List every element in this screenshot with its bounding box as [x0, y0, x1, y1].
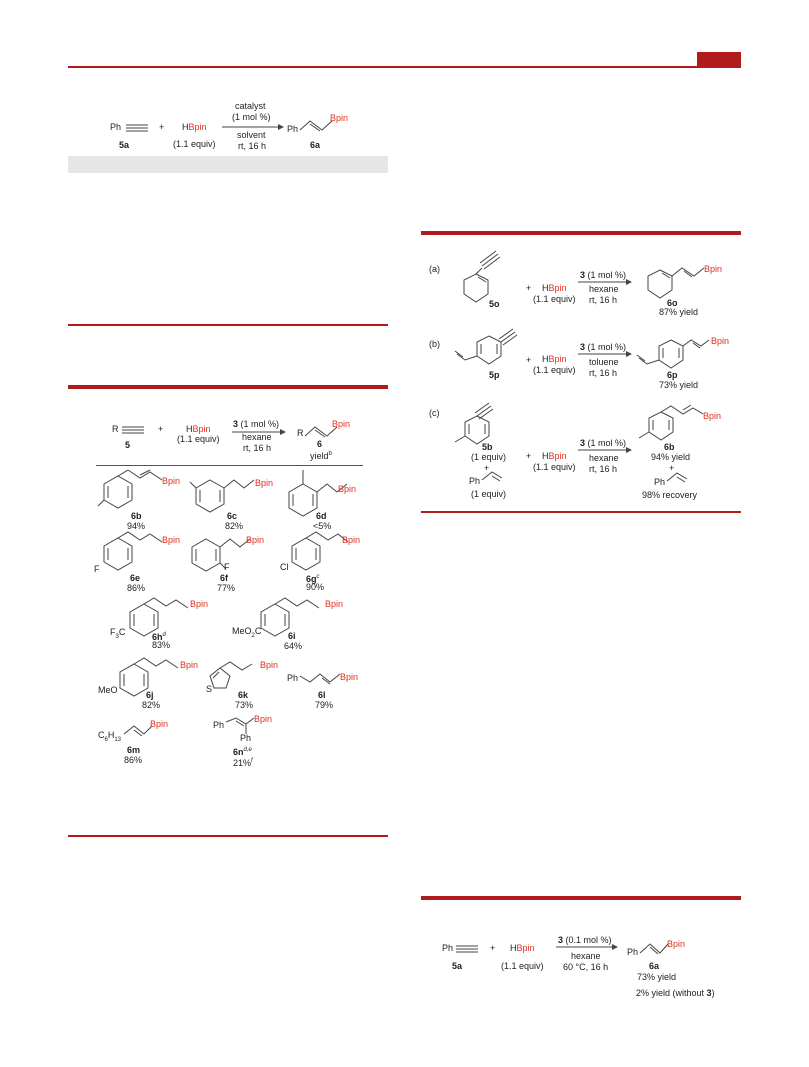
bpin-label: Bpin	[711, 336, 730, 346]
triple-bond-icon	[456, 945, 480, 953]
condition-time: rt, 16 h	[589, 464, 618, 474]
yield-header: yield$^b$	[310, 451, 332, 461]
compound-id-5a: 5a	[119, 140, 130, 150]
header-tab	[697, 52, 741, 67]
bpin-label: Bpin	[325, 599, 344, 609]
bpin-label: Bpin	[190, 599, 209, 609]
condition-catalyst: 3 (1 mol %)	[580, 270, 627, 280]
condition-time: rt, 16 h	[243, 443, 272, 453]
table1-header-row	[68, 156, 388, 173]
table2-top-rule	[68, 385, 388, 389]
condition-solvent: hexane	[242, 432, 272, 442]
plus-sign: +	[526, 451, 532, 461]
bpin-label: Bpin	[338, 484, 357, 494]
scheme-top-rule	[421, 231, 741, 235]
alkyne-ph-label: Ph	[110, 122, 122, 132]
condition-solvent: solvent	[237, 130, 266, 140]
compound-id-5o: 5o	[489, 299, 500, 309]
product-r-label: R	[297, 428, 304, 438]
entry-id: 6k	[238, 690, 249, 700]
condition-time: rt, 16 h	[238, 141, 267, 151]
hbpin-reagent: HBpin	[182, 122, 207, 132]
equiv-styrene: (1 equiv)	[471, 489, 507, 499]
entry-yield: 77%	[217, 583, 236, 593]
triple-bond-icon	[126, 124, 150, 132]
recovery-styrene: 98% recovery	[642, 490, 698, 500]
hbpin-equiv: (1.1 equiv)	[501, 961, 544, 971]
hbpin-equiv: (1.1 equiv)	[173, 139, 216, 149]
table1-end-rule	[68, 324, 388, 326]
entry-yield: 86%	[127, 583, 146, 593]
entry-yield: 86%	[124, 755, 143, 765]
condition-catalyst: catalyst	[235, 101, 266, 111]
cyclohexene-ring-icon	[458, 262, 516, 306]
phenyl-label: Ph	[287, 673, 299, 683]
alkyne-r-label: R	[112, 424, 119, 434]
hbpin-equiv: (1.1 equiv)	[533, 294, 576, 304]
compound-id-6: 6	[317, 439, 323, 449]
bpin-label: Bpin	[260, 660, 279, 670]
hbpin-reagent: HBpin	[186, 424, 211, 434]
styrene-ph-label: Ph	[469, 476, 481, 486]
hexyl-label: $C_6H_{13}$	[98, 730, 122, 743]
compound-id-5a: 5a	[452, 961, 463, 971]
vinyl-benzene-ring-icon	[449, 332, 532, 372]
product-bpin-label: Bpin	[330, 113, 349, 123]
bpin-label: Bpin	[342, 535, 361, 545]
sulfur-label: S	[206, 684, 213, 694]
hbpin-reagent: HBpin	[542, 354, 567, 364]
chloro-label: Cl	[280, 562, 289, 572]
condition-loading: (1 mol %)	[232, 112, 271, 122]
entry-id: 6l	[318, 690, 326, 700]
scheme2-top-rule	[421, 896, 741, 900]
scheme-b-label: (b)	[429, 339, 440, 349]
condition-catalyst: 3 (0.1 mol %)	[558, 935, 612, 945]
compound-id-6a: 6a	[649, 961, 660, 971]
plus-sign: +	[526, 283, 532, 293]
entry-id: 6c	[227, 511, 238, 521]
entry-id: 6d	[316, 511, 327, 521]
cyclohexene-ring-icon	[642, 262, 712, 302]
plus-sign: +	[526, 355, 532, 365]
entry-id: $6g^c$	[306, 574, 320, 584]
entry-yield: 21%$^f$	[233, 758, 253, 768]
entry-id: $6h^d$	[152, 632, 166, 642]
bpin-label: Bpin	[162, 476, 181, 486]
phenyl-label: Ph	[213, 720, 225, 730]
plus-sign: +	[484, 463, 490, 473]
yield-6p: 73% yield	[659, 380, 699, 390]
condition-time: 60 °C, 16 h	[563, 962, 609, 972]
compound-id-6a: 6a	[310, 140, 321, 150]
vinyl-bond-icon	[482, 470, 504, 482]
bpin-label: Bpin	[703, 411, 722, 421]
product-ph-label: Ph	[627, 947, 639, 957]
entry-yield: 83%	[152, 640, 171, 650]
condition-solvent: hexane	[571, 951, 601, 961]
product-ph-label: Ph	[287, 124, 299, 134]
bpin-label: Bpin	[246, 535, 265, 545]
condition-time: rt, 16 h	[589, 368, 618, 378]
entry-id: 6i	[288, 631, 296, 641]
compound-id-6b: 6b	[664, 442, 675, 452]
scheme-end-rule	[421, 511, 741, 513]
yield-6b: 94% yield	[651, 452, 691, 462]
header-rule	[68, 66, 741, 68]
fluoro-label: F	[224, 562, 230, 572]
table2-divider	[96, 465, 363, 466]
fluoro-label: F	[94, 564, 100, 574]
condition-catalyst: 3 (1 mol %)	[580, 342, 627, 352]
hbpin-equiv: (1.1 equiv)	[177, 434, 220, 444]
entry-id: 6m	[127, 745, 141, 755]
scheme-a-label: (a)	[429, 264, 440, 274]
hbpin-reagent: HBpin	[510, 943, 535, 953]
product-bpin-label: Bpin	[667, 939, 686, 949]
alkyl-chain-icon	[300, 670, 342, 686]
benzene-ring-icon	[190, 476, 260, 516]
plus-sign: +	[159, 122, 165, 132]
entry-id: 6f	[220, 573, 229, 583]
condition-time: rt, 16 h	[589, 295, 618, 305]
equiv-5b: (1 equiv)	[471, 452, 507, 462]
vinyl-bond-icon	[300, 118, 334, 132]
entry-id: $6n^{d,e}$	[233, 747, 252, 757]
control-yield: 2% yield (without 3)	[636, 988, 715, 998]
alkyne-ph-label: Ph	[442, 943, 454, 953]
styrene-ph-label: Ph	[654, 477, 666, 487]
bpin-label: Bpin	[150, 719, 169, 729]
entry-yield: 64%	[284, 641, 303, 651]
compound-id-5: 5	[125, 440, 131, 450]
vinyl-benzene-ring-icon	[631, 336, 713, 372]
entry-yield: 73%	[235, 700, 254, 710]
plus-sign: +	[158, 424, 164, 434]
bpin-label: Bpin	[704, 264, 723, 274]
compound-id-6p: 6p	[667, 370, 678, 380]
bpin-label: Bpin	[340, 672, 359, 682]
table2-end-rule	[68, 835, 388, 837]
condition-solvent: toluene	[589, 357, 619, 367]
entry-yield: <5%	[313, 521, 332, 531]
plus-sign: +	[669, 463, 675, 473]
hbpin-reagent: HBpin	[542, 283, 567, 293]
trifluoromethyl-label: $F_3C$	[110, 627, 126, 640]
entry-yield: 94%	[127, 521, 146, 531]
entry-yield: 90%	[306, 582, 325, 592]
condition-catalyst: 3 (1 mol %)	[580, 438, 627, 448]
hbpin-reagent: HBpin	[542, 451, 567, 461]
condition-catalyst: 3 (1 mol %)	[233, 419, 280, 429]
entry-yield: 79%	[315, 700, 334, 710]
condition-solvent: hexane	[589, 284, 619, 294]
entry-id: 6e	[130, 573, 141, 583]
compound-id-6o: 6o	[667, 298, 678, 308]
thiophene-ring-icon	[204, 662, 264, 694]
entry-id: 6j	[146, 690, 154, 700]
triple-bond-icon	[122, 426, 146, 434]
entry-yield: 82%	[142, 700, 161, 710]
compound-id-5p: 5p	[489, 370, 500, 380]
methoxy-label: MeO	[98, 685, 118, 695]
bpin-label: Bpin	[180, 660, 199, 670]
condition-solvent: hexane	[589, 453, 619, 463]
vinyl-bond-icon	[667, 471, 689, 483]
entry-id: 6b	[131, 511, 142, 521]
vinyl-bond-icon	[640, 941, 670, 955]
bpin-label: Bpin	[255, 478, 274, 488]
yield-6o: 87% yield	[659, 307, 699, 317]
product-bpin-label: Bpin	[332, 419, 351, 429]
hbpin-equiv: (1.1 equiv)	[533, 365, 576, 375]
hbpin-equiv: (1.1 equiv)	[533, 462, 576, 472]
compound-id-5b: 5b	[482, 442, 493, 452]
ester-label: MeO$_2$C	[232, 626, 262, 639]
bpin-label: Bpin	[162, 535, 181, 545]
yield-6a: 73% yield	[637, 972, 677, 982]
entry-yield: 82%	[225, 521, 244, 531]
bpin-label: Bpin	[254, 714, 273, 724]
plus-sign: +	[490, 943, 496, 953]
reaction-arrow-icon	[556, 944, 618, 950]
scheme-c-label: (c)	[429, 408, 440, 418]
phenyl-label: Ph	[240, 733, 252, 743]
